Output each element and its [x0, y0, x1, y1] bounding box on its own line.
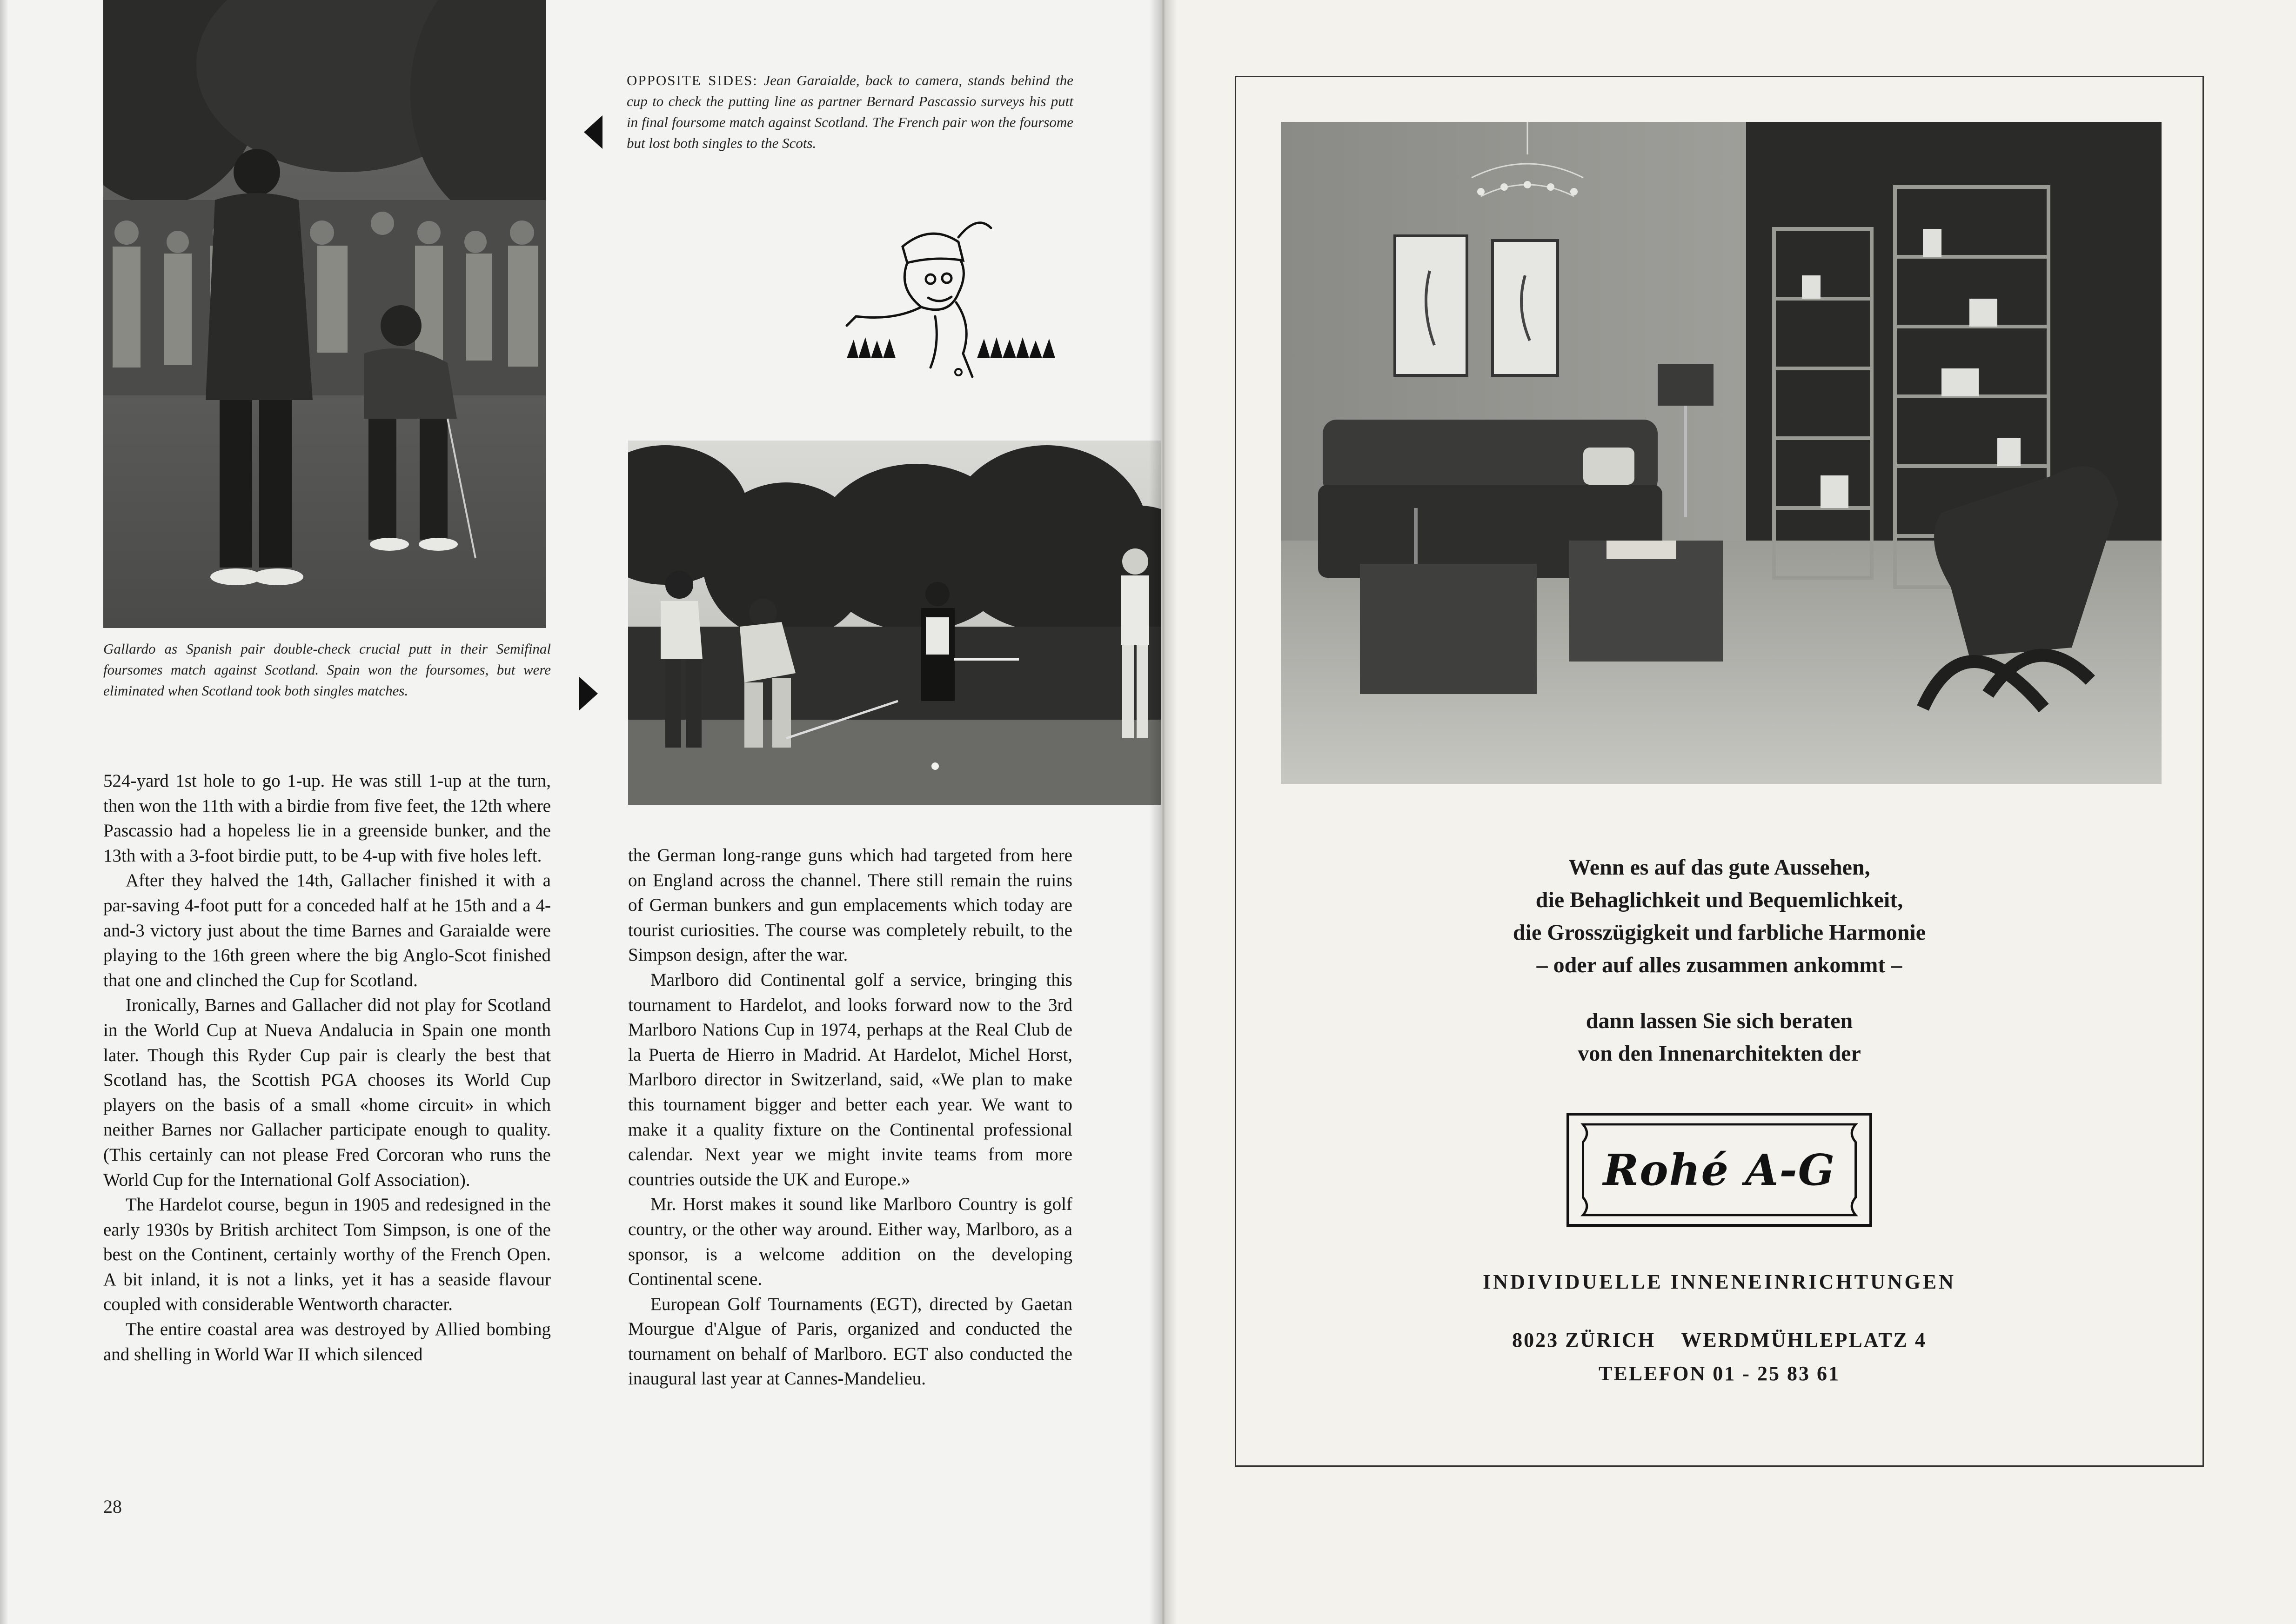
ad-address: 8023 ZÜRICH WERDMÜHLEPLATZ 4 — [1512, 1329, 1927, 1351]
photo-french-pair-putt — [628, 441, 1161, 805]
golfer-cartoon-illustration — [837, 219, 1070, 386]
column-1-paragraph: 524-yard 1st hole to go 1-up. He was still 1-up at the turn, then won the 11th with a birdie from five feet, the 12th where Pascassio had a hopeless lie in a greenside bunker, and the 13th with a 3-foot birdie putt, to be 4-up with five holes left. — [103, 771, 551, 866]
photo-french-pair-putt-image — [628, 441, 1161, 805]
article-column-2 — [628, 843, 1072, 1391]
ad-headline-line: die Grosszügigkeit und farbliche Harmonie — [1513, 920, 1926, 945]
column-1-paragraph: After they halved the 14th, Gallacher finished it with a par-saving 4-foot putt for a conceded half at he 15th and a 4-and-3 victory just about the time Barnes and Garaialde were playing to the 16th green where the big Anglo-Scot finished that one and clinched the Cup for Scotland. — [103, 870, 551, 990]
logo-wordmark: Rohé A-G — [1603, 1144, 1836, 1195]
column-2-paragraph: European Golf Tournaments (EGT), directed by Gaetan Mourgue d'Algue of Paris, organized and conducted the tournament on behalf of Marlboro. EGT also conducted the inaugural last year at Cannes-Mandelieu. — [628, 1294, 1072, 1389]
caption-text: Jean Garaialde, back to camera, stands behind the cup to check the putting line as partner Bernard Pascassio surveys his putt in final foursome match against Scotland. The French pair won the foursome but lost both singles to the Scots. — [627, 72, 1074, 151]
ad-tagline: INDIVIDUELLE INNENEINRICHTUNGEN — [1483, 1270, 1956, 1293]
column-2-paragraph: Marlboro did Continental golf a service, bringing this tournament to Hardelot, and looks forward now to the 3rd Marlboro Nations Cup in 1974, perhaps at the Real Club de la Puerta de Hierro in Madrid. At Hardelot, Michel Horst, Marlboro director in Switzerland, said, «We plan to make this tournament bigger and better each year. We want to make it a quality fixture on the Continental professional calendar. Next year we might invite teams from more countries outside the UK and Europe.» — [628, 969, 1072, 1190]
photo-living-room — [1281, 122, 2162, 784]
page-number: 28 — [103, 1496, 122, 1517]
ad-headline — [1235, 851, 2204, 982]
company-logo — [1566, 1113, 1872, 1227]
page-edge-shadow — [0, 0, 8, 1624]
photo-caption-spanish-pair: Gallardo as Spanish pair double-check crucial putt in their Semifinal foursomes match against Scotland. Spain won the foursomes, but were eliminated when Scotland took both singles matches. — [103, 641, 551, 699]
ad-headline-line: Wenn es auf das gute Aussehen, — [1568, 855, 1870, 880]
ad-headline-line: – oder auf alles zusammen ankommt – — [1536, 953, 1902, 977]
pointer-arrow-right — [579, 677, 598, 710]
photo-spanish-pair-putt — [103, 0, 546, 628]
column-1-paragraph: Ironically, Barnes and Gallacher did not play for Scotland in the World Cup at Nueva Andalucia in Spain one month later. Though this Ryder Cup pair is clearly the best that Scotland has, the Scottish PGA chooses its World Cup players on the basis of a small «home circuit» in which neither Barnes nor Gallacher participate enough to quality. (This certainly can not please Fred Corcoran who runs the World Cup for the International Golf Association). — [103, 995, 551, 1190]
column-2-paragraph: the German long-range guns which had targeted from here on England across the channel. There still remain the ruins of German bunkers and gun emplacements which today are tourist curiosities. The course was completely rebuilt, to the Simpson design, after the war. — [628, 845, 1072, 965]
ad-advice — [1235, 1005, 2204, 1070]
ad-phone: TELEFON 01 - 25 83 61 — [1599, 1362, 1840, 1385]
ad-contact — [1235, 1323, 2204, 1390]
caption-label: OPPOSITE SIDES: — [627, 72, 758, 88]
pointer-arrow-left — [584, 115, 602, 149]
column-1-paragraph: The Hardelot course, begun in 1905 and redesigned in the early 1930s by British architect Tom Simpson, is one of the best on the Continent, certainly worthy of the French Open. A bit inland, it is not a links, yet it has a seaside flavour coupled with considerable Wentworth character. — [103, 1195, 551, 1315]
ad-advice-line: von den Innenarchitekten der — [1578, 1041, 1861, 1066]
column-1-paragraph: The entire coastal area was destroyed by Allied bombing and shelling in World War II which silenced — [103, 1319, 551, 1364]
ad-advice-line: dann lassen Sie sich beraten — [1586, 1009, 1853, 1033]
article-column-1 — [103, 769, 551, 1367]
photo-spanish-pair-putt-image — [103, 0, 546, 628]
column-2-paragraph: Mr. Horst makes it sound like Marlboro Country is golf country, or the other way around. Either way, Marlboro, as a sponsor, is a welcome addition on the developing Continental scene. — [628, 1194, 1072, 1290]
photo-caption-opposite-sides — [627, 70, 1073, 154]
ad-headline-line: die Behaglichkeit und Bequemlichkeit, — [1535, 888, 1903, 912]
golfer-cartoon-drawing — [837, 219, 1070, 386]
photo-living-room-image — [1281, 122, 2162, 784]
binding-gutter — [1149, 0, 1177, 1624]
